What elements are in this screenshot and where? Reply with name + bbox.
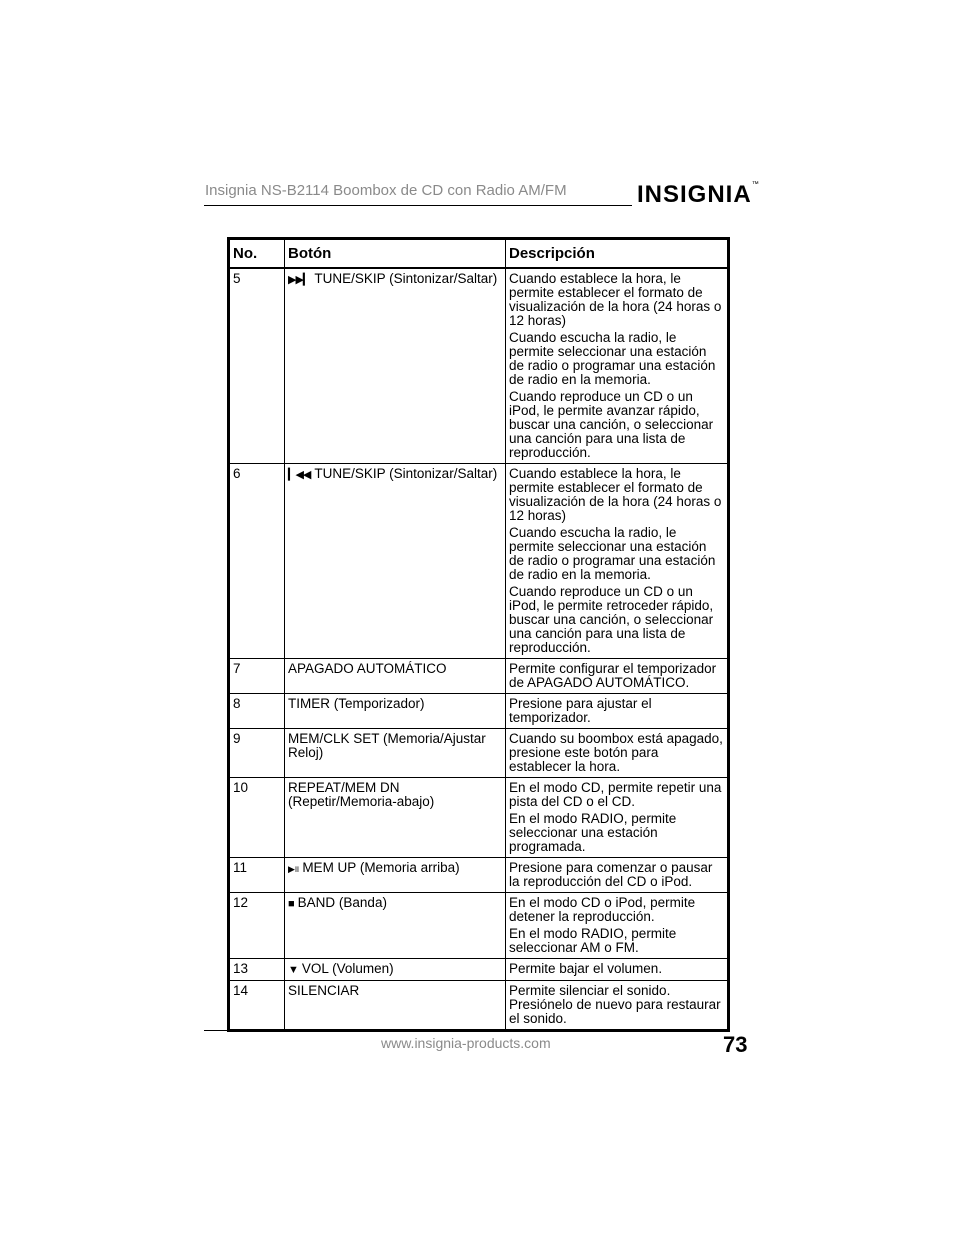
row-number-cell: 7	[229, 659, 285, 694]
button-label: TUNE/SKIP (Sintonizar/Saltar)	[314, 466, 498, 481]
description-cell	[506, 778, 729, 858]
button-name-cell	[285, 464, 506, 659]
header-title: Insignia NS-B2114 Boombox de CD con Radio AM/FM	[205, 182, 567, 199]
row-number-cell: 5	[233, 271, 241, 286]
description-paragraph: Cuando escucha la radio, le permite seleccionar una estación de radio o programar una estación de radio en la memoria.	[509, 525, 716, 582]
button-label: REPEAT/MEM DN (Repetir/Memoria-abajo)	[288, 780, 435, 809]
description-cell	[506, 858, 729, 893]
button-label: TIMER (Temporizador)	[288, 696, 425, 711]
description-paragraph: Cuando establece la hora, le permite establecer el formato de visualización de la hora (24 horas o 12 horas)	[509, 466, 722, 523]
brand-trademark: ™	[751, 181, 759, 188]
column-header-description: Descripción	[506, 239, 729, 269]
row-number-cell: 14	[229, 981, 285, 1031]
description-paragraph: Cuando escucha la radio, le permite seleccionar una estación de radio o programar una estación de radio en la memoria.	[509, 330, 716, 387]
row-number-cell: 11	[229, 858, 285, 893]
description-cell	[506, 464, 729, 659]
description-paragraph: En el modo CD, permite repetir una pista del CD o el CD.	[509, 780, 722, 809]
row-number-cell: 10	[229, 778, 285, 858]
table-row	[229, 959, 729, 981]
row-number-cell: 6	[229, 464, 285, 659]
table-row	[229, 659, 729, 694]
table-row	[229, 858, 729, 893]
footer-url: www.insignia-products.com	[381, 1035, 551, 1051]
button-name-cell	[285, 858, 506, 893]
rewind-icon: ▎◀◀	[288, 469, 311, 481]
button-label: MEM UP (Memoria arriba)	[302, 860, 460, 875]
description-paragraph: En el modo RADIO, permite seleccionar una estación programada.	[509, 811, 677, 854]
button-name-cell	[285, 694, 506, 729]
description-cell	[506, 694, 729, 729]
table-header-row	[229, 239, 729, 269]
fast-forward-icon: ▶▶▎	[288, 274, 311, 286]
table-row	[229, 268, 729, 464]
row-number-cell: 13	[229, 959, 285, 981]
row-number-cell: 12	[229, 893, 285, 959]
button-label: SILENCIAR	[288, 983, 360, 998]
table-row	[229, 778, 729, 858]
table-row	[229, 694, 729, 729]
row-number-cell: 8	[229, 694, 285, 729]
button-name-cell	[285, 729, 506, 778]
column-header-no: No.	[229, 239, 285, 269]
button-name-cell	[285, 959, 506, 981]
button-name-cell	[285, 268, 506, 464]
button-name-cell	[285, 981, 506, 1031]
button-name-cell	[285, 893, 506, 959]
button-label: APAGADO AUTOMÁTICO	[288, 661, 447, 676]
button-label: VOL (Volumen)	[301, 961, 394, 976]
description-paragraph: Permite configurar el temporizador de APAGADO AUTOMÁTICO.	[509, 661, 717, 690]
description-paragraph: En el modo CD o iPod, permite detener la reproducción.	[509, 895, 696, 924]
page-number: 73	[723, 1032, 748, 1057]
description-paragraph: Permite silenciar el sonido. Presiónelo de nuevo para restaurar el sonido.	[509, 983, 721, 1026]
description-paragraph: Cuando reproduce un CD o un iPod, le permite avanzar rápido, buscar una canción, o seleccionar una canción para una lista de reproducción.	[509, 389, 714, 460]
table-row	[229, 729, 729, 778]
description-paragraph: Presione para ajustar el temporizador.	[509, 696, 652, 725]
header-rule	[204, 205, 632, 206]
button-label: BAND (Banda)	[297, 895, 387, 910]
table-row	[229, 893, 729, 959]
brand-name: INSIGNIA	[637, 181, 752, 208]
button-label: TUNE/SKIP (Sintonizar/Saltar)	[314, 271, 498, 286]
play-pause-icon: ▶॥	[288, 864, 299, 874]
description-cell	[506, 729, 729, 778]
column-header-button: Botón	[285, 239, 506, 269]
table-row	[229, 464, 729, 659]
description-cell	[506, 893, 729, 959]
row-number-cell: 9	[229, 729, 285, 778]
description-paragraph: Cuando establece la hora, le permite establecer el formato de visualización de la hora (24 horas o 12 horas)	[509, 271, 722, 328]
button-label: MEM/CLK SET (Memoria/Ajustar Reloj)	[288, 731, 486, 760]
stop-icon: ■	[288, 898, 294, 910]
description-cell	[506, 959, 729, 981]
description-paragraph: En el modo RADIO, permite seleccionar AM o FM.	[509, 926, 677, 955]
description-cell	[506, 268, 729, 464]
button-name-cell	[285, 659, 506, 694]
description-paragraph: Cuando su boombox está apagado, presione este botón para establecer la hora.	[509, 731, 723, 774]
volume-down-icon: ▼	[288, 964, 298, 976]
table-body	[229, 268, 729, 1031]
description-paragraph: Cuando reproduce un CD o un iPod, le permite retroceder rápido, buscar una canción, o seleccionar una canción para una lista de reproducción.	[509, 584, 714, 655]
button-name-cell	[285, 778, 506, 858]
table-row	[229, 981, 729, 1031]
footer-rule	[204, 1030, 722, 1031]
description-cell	[506, 659, 729, 694]
description-cell	[506, 981, 729, 1031]
button-description-table	[227, 237, 730, 1032]
description-paragraph: Permite bajar el volumen.	[509, 961, 663, 976]
description-paragraph: Presione para comenzar o pausar la reproducción del CD o iPod.	[509, 860, 713, 889]
brand-logo	[637, 181, 759, 209]
